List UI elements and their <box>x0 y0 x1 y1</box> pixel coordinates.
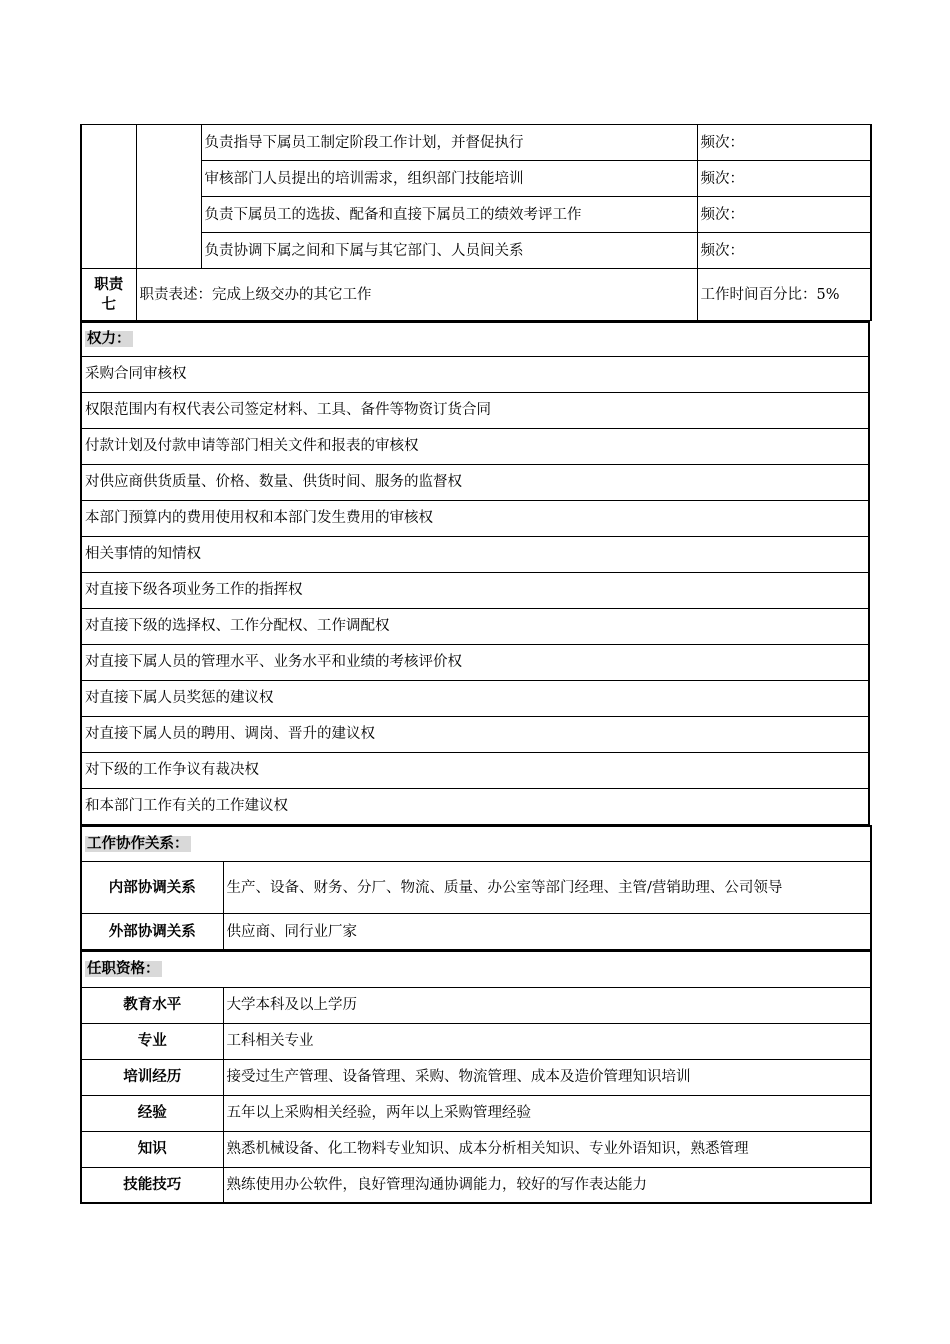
major-label: 专业 <box>81 1023 223 1059</box>
qualification-row <box>81 1095 871 1131</box>
task-text: 审核部门人员提出的培训需求，组织部门技能培训 <box>201 161 697 197</box>
qualifications-table <box>80 950 872 1204</box>
task-frequency: 频次： <box>697 125 871 161</box>
authority-item: 采购合同审核权 <box>81 356 869 392</box>
task-frequency: 频次： <box>697 161 871 197</box>
authority-item: 本部门预算内的费用使用权和本部门发生费用的审核权 <box>81 500 869 536</box>
internal-coordination-label: 内部协调关系 <box>81 862 223 914</box>
duty-number-cell <box>81 125 136 269</box>
authority-item: 和本部门工作有关的工作建议权 <box>81 788 869 824</box>
authority-item: 付款计划及付款申请等部门相关文件和报表的审核权 <box>81 428 869 464</box>
task-text: 负责指导下属员工制定阶段工作计划，并督促执行 <box>201 125 697 161</box>
duty7-row <box>81 269 871 321</box>
authority-item-row <box>81 464 869 500</box>
skills-label: 技能技巧 <box>81 1167 223 1203</box>
authority-item: 对直接下属人员的聘用、调岗、晋升的建议权 <box>81 716 869 752</box>
cooperation-table <box>80 825 872 951</box>
authority-item-row <box>81 788 869 824</box>
qualification-row <box>81 1167 871 1203</box>
skills-value: 熟练使用办公软件，良好管理沟通协调能力，较好的写作表达能力 <box>223 1167 871 1203</box>
authority-item-row <box>81 536 869 572</box>
task-row <box>81 125 871 161</box>
duty7-description: 职责表述：完成上级交办的其它工作 <box>136 269 697 321</box>
authority-item-row <box>81 572 869 608</box>
authority-table <box>80 321 870 825</box>
authority-item-row <box>81 716 869 752</box>
authority-item-row <box>81 500 869 536</box>
task-frequency: 频次： <box>697 233 871 269</box>
qualification-row <box>81 987 871 1023</box>
authority-item: 对直接下级各项业务工作的指挥权 <box>81 572 869 608</box>
external-coordination-value: 供应商、同行业厂家 <box>223 914 871 950</box>
authority-item: 对直接下级的选择权、工作分配权、工作调配权 <box>81 608 869 644</box>
education-label: 教育水平 <box>81 987 223 1023</box>
major-value: 工科相关专业 <box>223 1023 871 1059</box>
external-coordination-label: 外部协调关系 <box>81 914 223 950</box>
internal-coordination-value: 生产、设备、财务、分厂、物流、质量、办公室等部门经理、主管/营销助理、公司领导 <box>223 862 871 914</box>
duties-table <box>80 124 872 321</box>
authority-item-row <box>81 356 869 392</box>
cooperation-heading-row <box>81 826 871 862</box>
experience-label: 经验 <box>81 1095 223 1131</box>
authority-item: 对直接下属人员奖惩的建议权 <box>81 680 869 716</box>
task-frequency: 频次： <box>697 197 871 233</box>
authority-item: 相关事情的知情权 <box>81 536 869 572</box>
task-text: 负责下属员工的选拔、配备和直接下属员工的绩效考评工作 <box>201 197 697 233</box>
knowledge-label: 知识 <box>81 1131 223 1167</box>
duty7-time-percent: 工作时间百分比：5% <box>697 269 871 321</box>
experience-value: 五年以上采购相关经验，两年以上采购管理经验 <box>223 1095 871 1131</box>
authority-item-row <box>81 428 869 464</box>
qualifications-heading: 任职资格： <box>87 961 160 978</box>
qualification-row <box>81 1131 871 1167</box>
education-value: 大学本科及以上学历 <box>223 987 871 1023</box>
qualification-row <box>81 1059 871 1095</box>
cooperation-row <box>81 914 871 950</box>
task-text: 负责协调下属之间和下属与其它部门、人员间关系 <box>201 233 697 269</box>
authority-item: 权限范围内有权代表公司签定材料、工具、备件等物资订货合同 <box>81 392 869 428</box>
authority-item-row <box>81 644 869 680</box>
authority-item-row <box>81 392 869 428</box>
authority-item: 对供应商供货质量、价格、数量、供货时间、服务的监督权 <box>81 464 869 500</box>
cooperation-heading: 工作协作关系： <box>87 835 189 852</box>
training-value: 接受过生产管理、设备管理、采购、物流管理、成本及造价管理知识培训 <box>223 1059 871 1095</box>
authority-heading: 权力： <box>87 331 131 348</box>
authority-item-row <box>81 680 869 716</box>
authority-item: 对直接下属人员的管理水平、业务水平和业绩的考核评价权 <box>81 644 869 680</box>
cooperation-row <box>81 862 871 914</box>
authority-item: 对下级的工作争议有裁决权 <box>81 752 869 788</box>
knowledge-value: 熟悉机械设备、化工物料专业知识、成本分析相关知识、专业外语知识，熟悉管理 <box>223 1131 871 1167</box>
job-description-page <box>80 124 870 1204</box>
authority-heading-row <box>81 322 869 356</box>
duty-desc-cell <box>136 125 201 269</box>
qualification-row <box>81 1023 871 1059</box>
authority-item-row <box>81 752 869 788</box>
qualifications-heading-row <box>81 951 871 987</box>
duty7-label: 职责七 <box>81 269 136 321</box>
training-label: 培训经历 <box>81 1059 223 1095</box>
authority-item-row <box>81 608 869 644</box>
